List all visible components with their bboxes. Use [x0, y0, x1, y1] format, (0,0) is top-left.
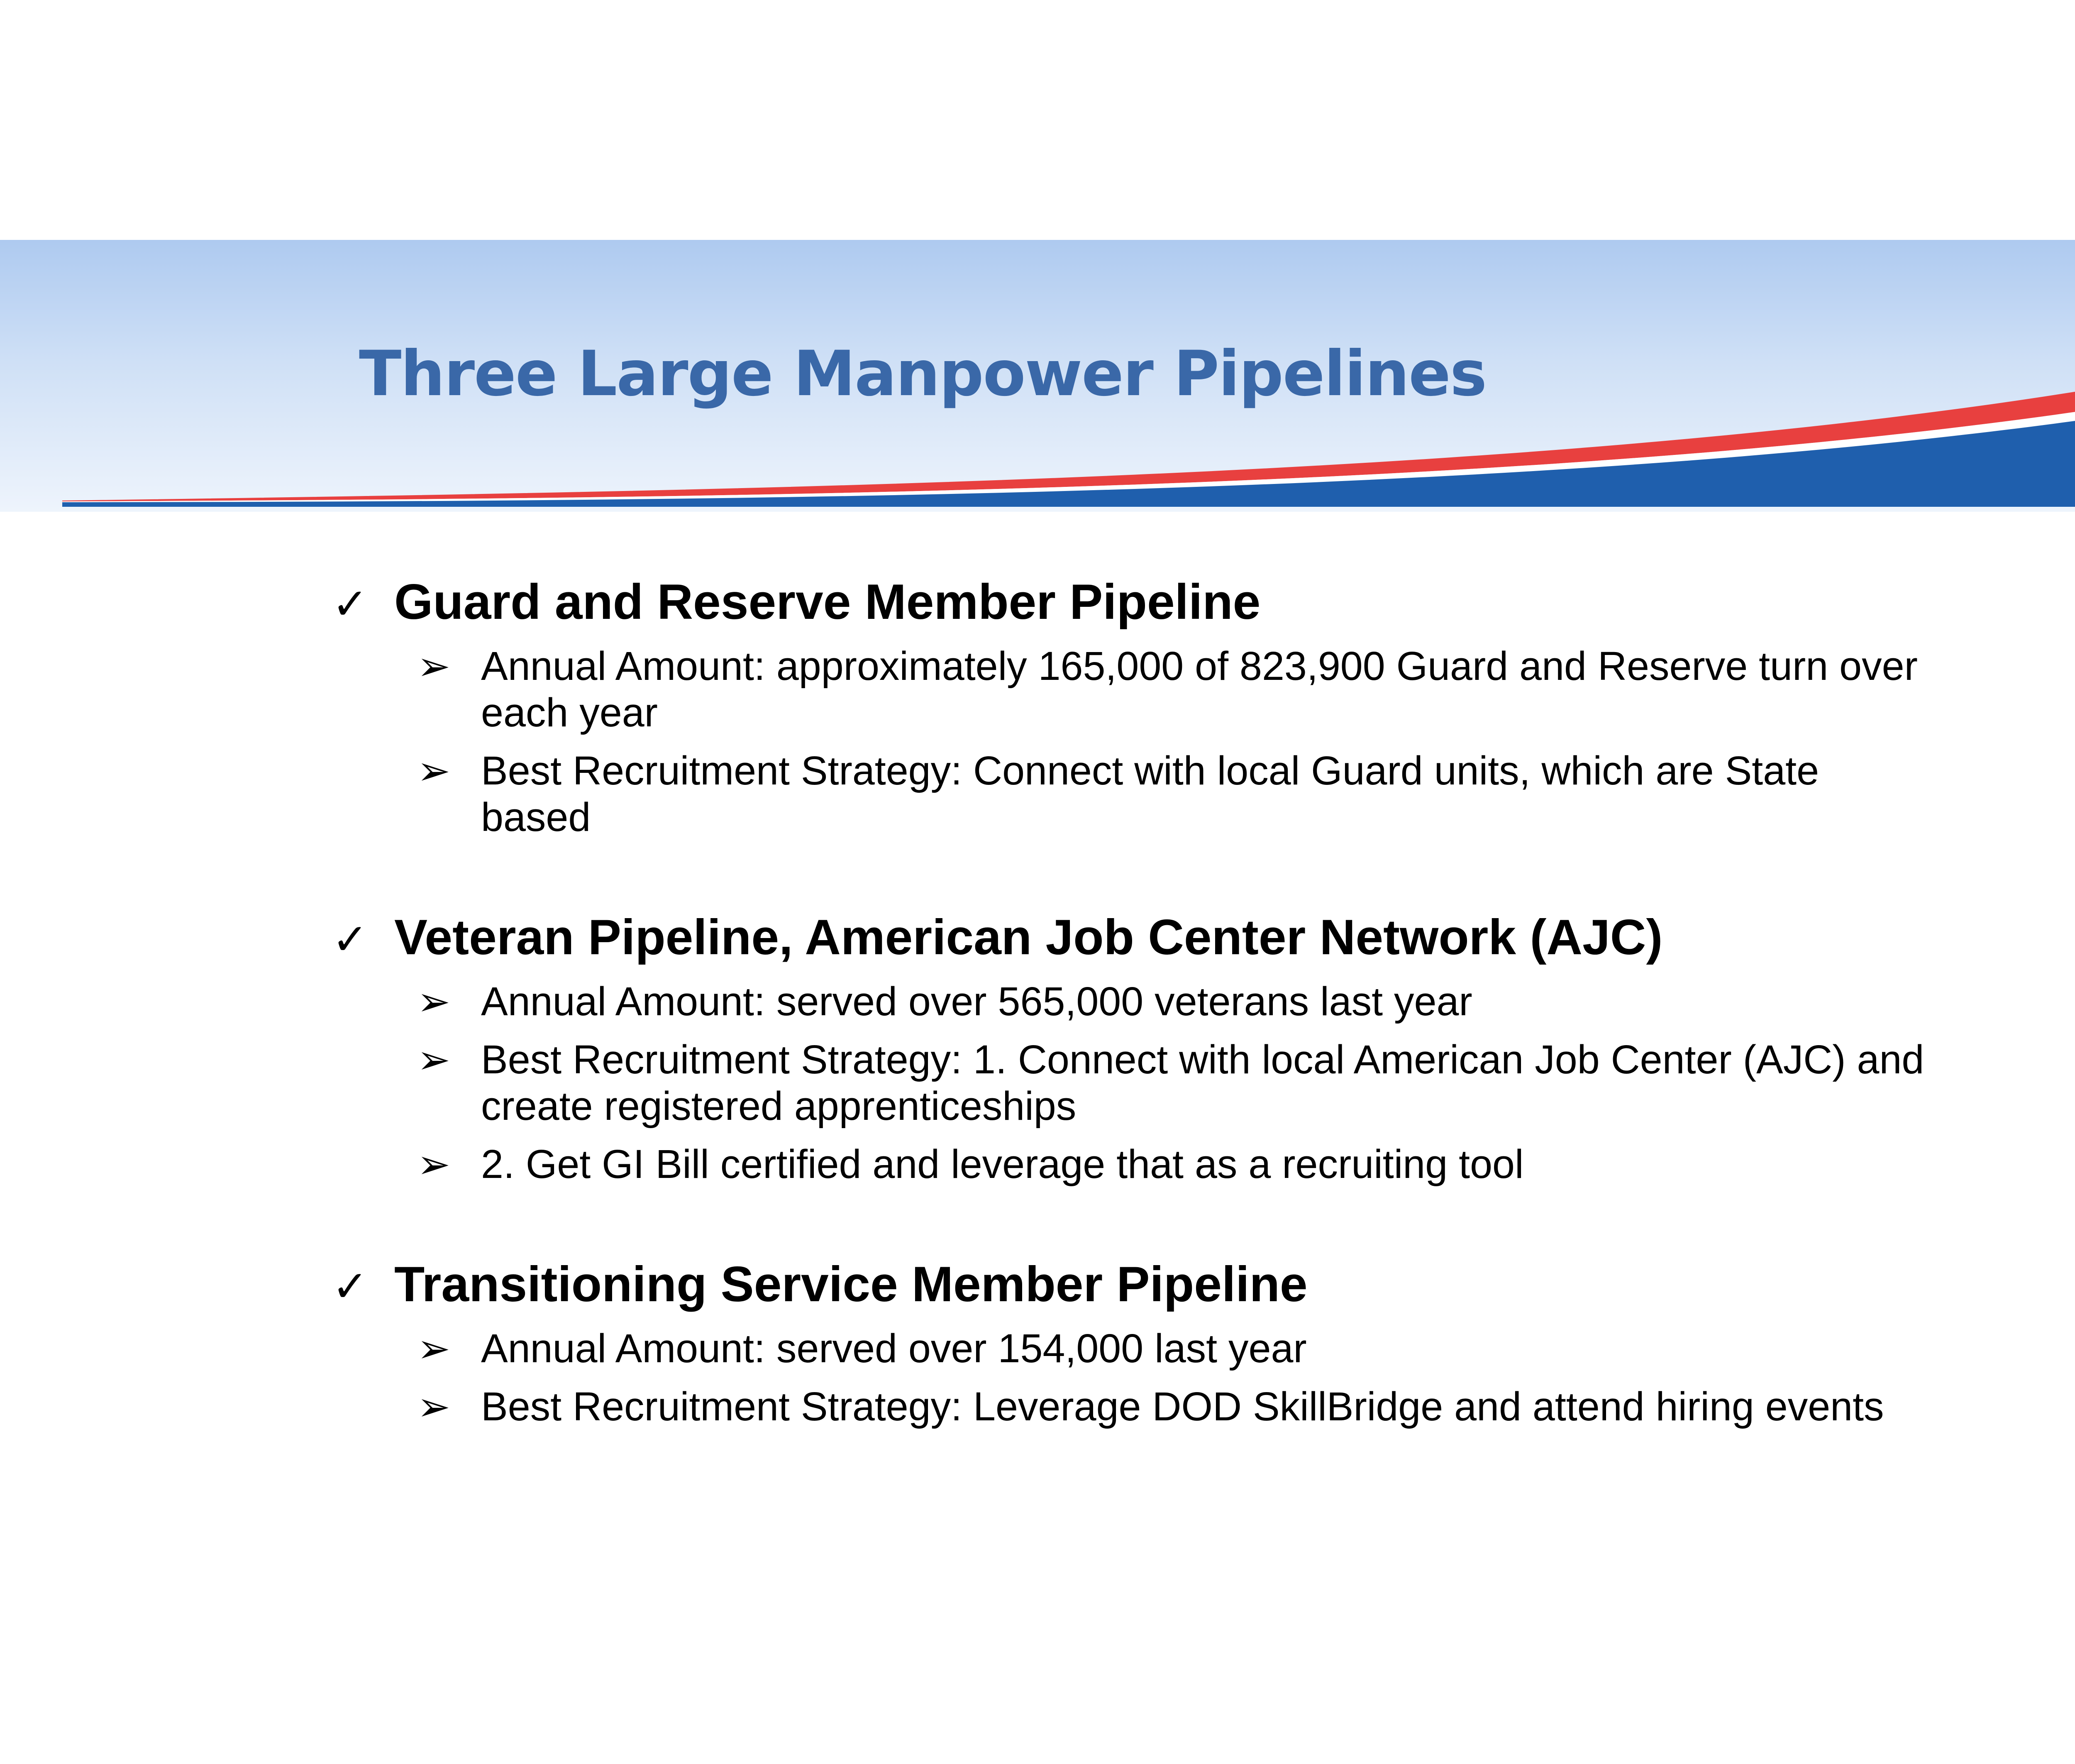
- list-item: ➢ Best Recruitment Strategy: Connect with local Guard units, which are State based: [417, 748, 1819, 840]
- arrow-bullet-icon: ➢: [417, 1036, 451, 1083]
- list-item: ➢ Annual Amount: served over 565,000 veterans last year: [417, 978, 1472, 1025]
- arrow-bullet-icon: ➢: [417, 748, 451, 794]
- arrow-bullet-icon: ➢: [417, 1325, 451, 1372]
- pipeline-section-veteran: [332, 906, 1992, 1187]
- arrow-bullet-icon: ➢: [417, 1383, 451, 1430]
- pipeline-list: [332, 571, 1992, 1495]
- list-item: ➢ 2. Get GI Bill certified and leverage that as a recruiting tool: [417, 1141, 1524, 1187]
- arrow-bullet-icon: ➢: [417, 1141, 451, 1187]
- section-title: Veteran Pipeline, American Job Center Network (AJC): [394, 909, 1663, 965]
- checkmark-icon: ✓: [332, 1261, 369, 1312]
- checkmark-icon: ✓: [332, 914, 369, 965]
- list-item: ➢ Annual Amount: approximately 165,000 of 823,900 Guard and Reserve turn over each year: [417, 643, 1918, 735]
- list-item: ➢ Best Recruitment Strategy: Leverage DOD SkillBridge and attend hiring events: [417, 1383, 1884, 1430]
- arrow-bullet-icon: ➢: [417, 643, 451, 689]
- checkmark-icon: ✓: [332, 579, 369, 629]
- pipeline-section-transitioning: [332, 1253, 1992, 1430]
- arrow-bullet-icon: ➢: [417, 978, 451, 1025]
- section-title: Guard and Reserve Member Pipeline: [394, 574, 1261, 630]
- pipeline-section-guard-reserve: [332, 571, 1992, 840]
- list-item: ➢ Best Recruitment Strategy: 1. Connect with local American Job Center (AJC) and create registered apprenticeships: [417, 1036, 1924, 1129]
- slide-title: Three Large Manpower Pipelines: [359, 338, 1487, 410]
- section-title: Transitioning Service Member Pipeline: [394, 1256, 1308, 1312]
- list-item: ➢ Annual Amount: served over 154,000 last year: [417, 1325, 1307, 1372]
